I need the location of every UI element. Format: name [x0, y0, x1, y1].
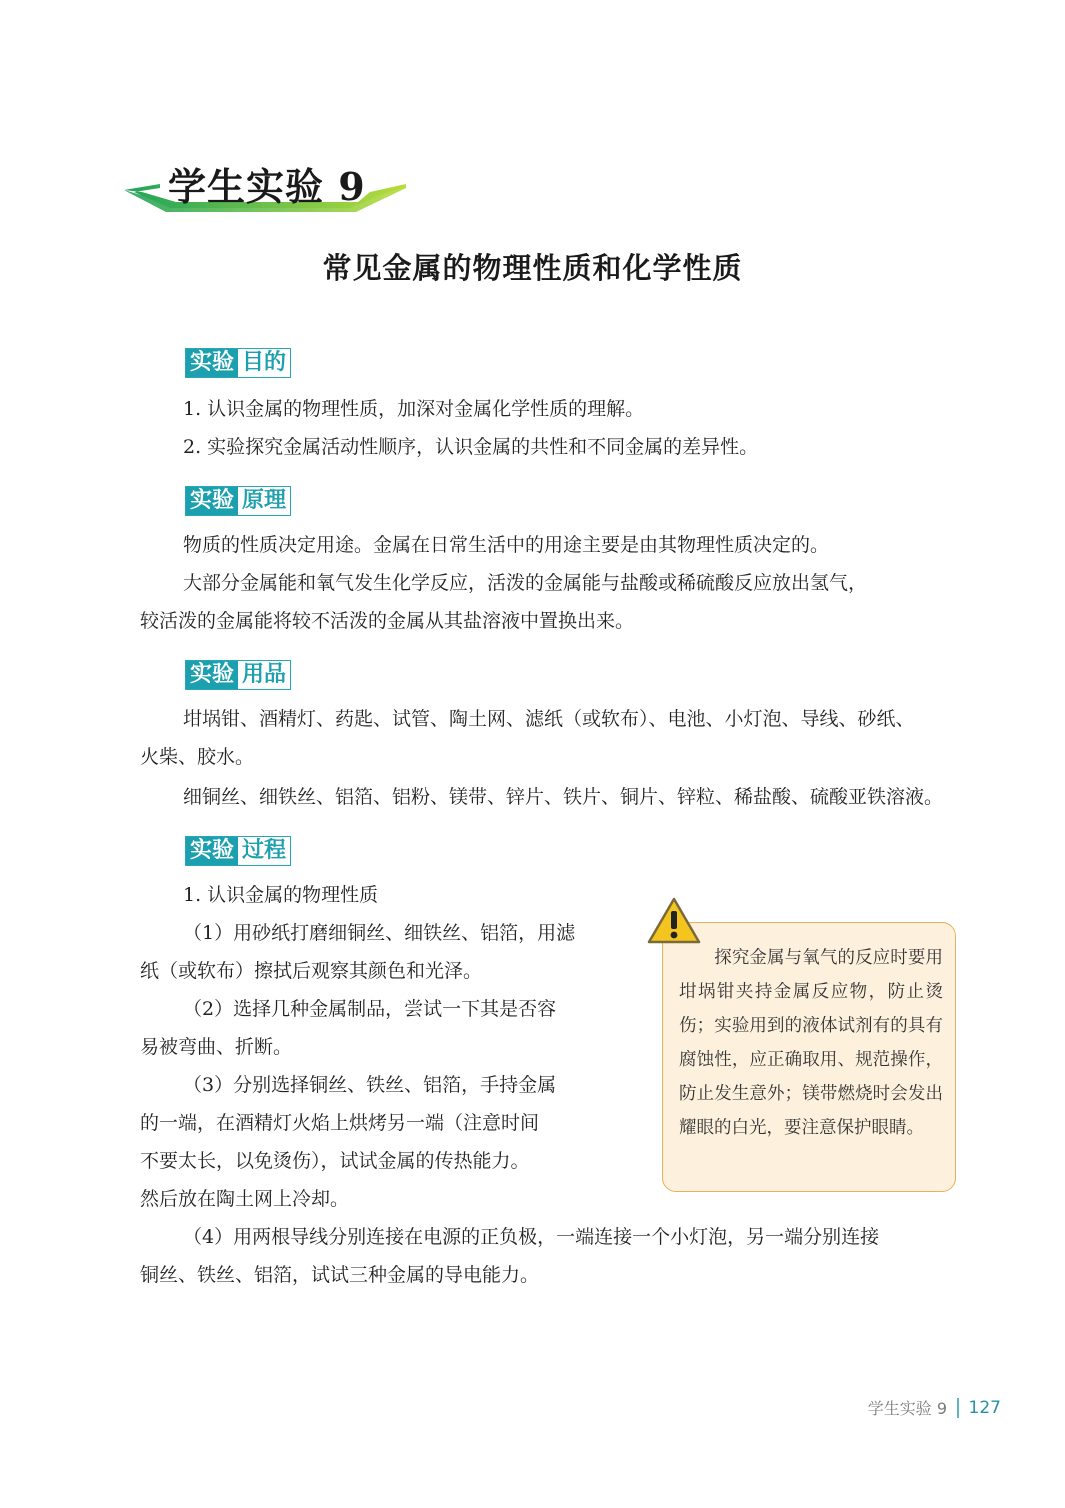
section-heading-suffix: 原理	[238, 487, 290, 515]
footer-section-label: 学生实验 9	[867, 1399, 948, 1418]
section-heading-process	[185, 836, 291, 866]
chapter-banner	[120, 148, 410, 218]
warning-icon	[646, 896, 702, 946]
process-line-11: 铜丝、铁丝、铝箔，试试三种金属的导电能力。	[140, 1264, 540, 1286]
process-line-6: （3）分别选择铜丝、铁丝、铝箔，手持金属	[183, 1074, 557, 1096]
process-line-1: 1. 认识金属的物理性质	[183, 884, 379, 906]
section-heading-purpose	[185, 348, 291, 378]
process-line-10: （4）用两根导线分别连接在电源的正负极，一端连接一个小灯泡，另一端分别连接	[183, 1226, 880, 1248]
purpose-line-1: 1. 认识金属的物理性质，加深对金属化学性质的理解。	[183, 398, 645, 420]
page-number: 127	[968, 1397, 1001, 1418]
section-heading-prefix: 实验	[186, 349, 238, 377]
banner-title: 学生实验 9	[168, 164, 366, 209]
safety-note	[662, 922, 956, 1192]
purpose-line-2: 2. 实验探究金属活动性顺序，认识金属的共性和不同金属的差异性。	[183, 436, 759, 458]
principle-line-3: 较活泼的金属能将较不活泼的金属从其盐溶液中置换出来。	[140, 610, 635, 632]
safety-note-text: 探究金属与氧气的反应时要用坩埚钳夹持金属反应物，防止烫伤；实验用到的液体试剂有的具有腐蚀性，应正确取用、规范操作，防止发生意外；镁带燃烧时会发出耀眼的白光，要注意保护眼睛。	[679, 948, 943, 1138]
process-line-7: 的一端，在酒精灯火焰上烘烤另一端（注意时间	[140, 1112, 540, 1134]
section-heading-prefix: 实验	[186, 661, 238, 689]
section-heading-prefix: 实验	[186, 487, 238, 515]
materials-line-2: 火柴、胶水。	[140, 746, 255, 768]
section-heading-materials	[185, 660, 291, 690]
section-heading-suffix: 用品	[238, 661, 290, 689]
principle-line-1: 物质的性质决定用途。金属在日常生活中的用途主要是由其物理性质决定的。	[183, 534, 830, 556]
process-line-2: （1）用砂纸打磨细铜丝、细铁丝、铝箔，用滤	[183, 922, 576, 944]
section-heading-prefix: 实验	[186, 837, 238, 865]
section-heading-suffix: 目的	[238, 349, 290, 377]
principle-line-2: 大部分金属能和氧气发生化学反应，活泼的金属能与盐酸或稀硫酸反应放出氢气，	[183, 572, 868, 594]
materials-line-1: 坩埚钳、酒精灯、药匙、试管、陶土网、滤纸（或软布）、电池、小灯泡、导线、砂纸、	[183, 708, 915, 730]
process-line-4: （2）选择几种金属制品，尝试一下其是否容	[183, 998, 557, 1020]
page-footer	[868, 1396, 1001, 1419]
process-line-5: 易被弯曲、折断。	[140, 1036, 293, 1058]
page-title: 常见金属的物理性质和化学性质	[322, 251, 743, 285]
section-heading-suffix: 过程	[238, 837, 290, 865]
footer-divider	[957, 1398, 959, 1418]
process-line-3: 纸（或软布）擦拭后观察其颜色和光泽。	[140, 960, 483, 982]
process-line-9: 然后放在陶土网上冷却。	[140, 1188, 350, 1210]
process-line-8: 不要太长，以免烫伤），试试金属的传热能力。	[140, 1150, 530, 1172]
section-heading-principle	[185, 486, 291, 516]
materials-line-3: 细铜丝、细铁丝、铝箔、铝粉、镁带、锌片、铁片、铜片、锌粒、稀盐酸、硫酸亚铁溶液。	[183, 786, 944, 808]
